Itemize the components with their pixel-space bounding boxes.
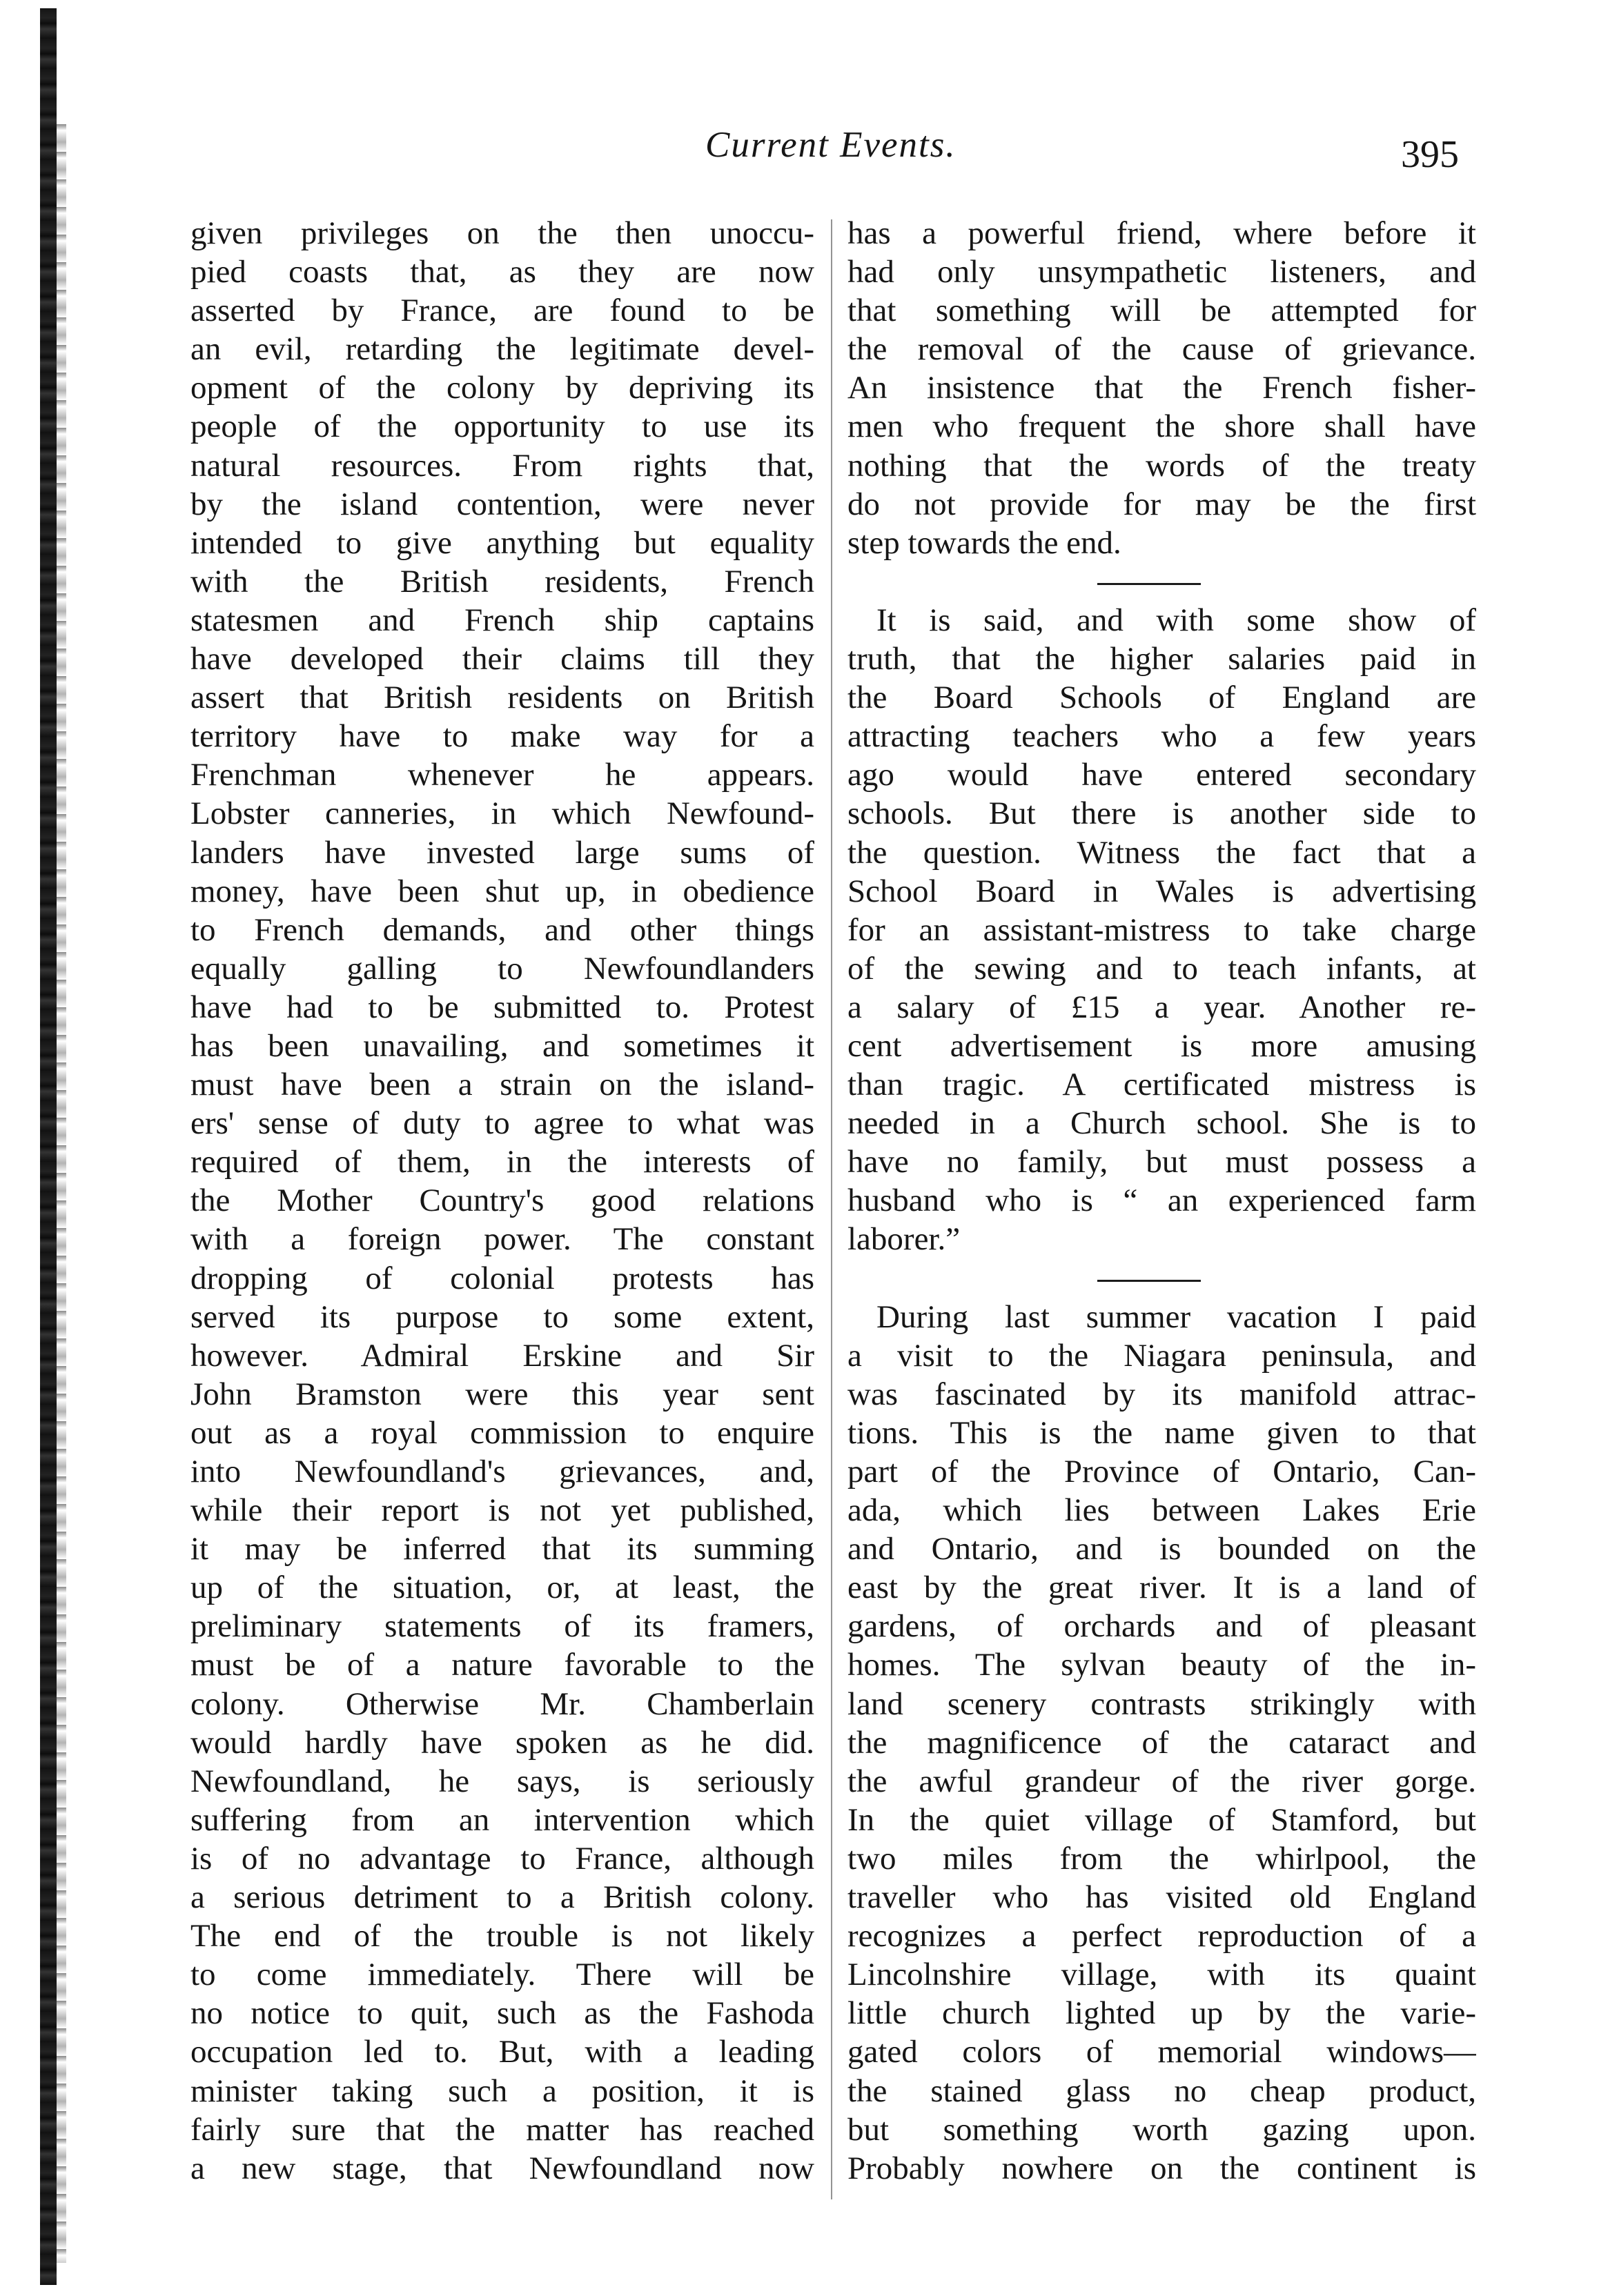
text-line: into Newfoundland's grievances, and, (190, 1454, 814, 1490)
text-line: a new stage, that Newfoundland now (190, 2150, 814, 2186)
paragraph-board-schools (847, 601, 1476, 1259)
text-line: but something worth gazing upon. (847, 2111, 1476, 2148)
text-line: fairly sure that the matter has reached (190, 2111, 814, 2148)
text-line: suffering from an intervention which (190, 1801, 814, 1838)
text-line: that something will be attempted for (847, 293, 1476, 329)
running-title: Current Events. (705, 125, 957, 165)
left-column (190, 214, 814, 2188)
text-line: laborer.” (847, 1221, 961, 1258)
text-line: Newfoundland, he says, is seriously (190, 1763, 814, 1799)
text-line: needed in a Church school. She is to (847, 1105, 1476, 1142)
gutter-shadow (57, 124, 66, 2263)
text-line: ers' sense of duty to agree to what was (190, 1105, 814, 1142)
text-line: would hardly have spoken as he did. (190, 1724, 814, 1761)
text-line: cent advertisement is more amusing (847, 1027, 1476, 1064)
text-line: territory have to make way for a (190, 718, 814, 755)
text-line: natural resources. From rights that, (190, 447, 814, 484)
text-line: must have been a strain on the island- (190, 1067, 814, 1103)
text-line: In the quiet village of Stamford, but (847, 1801, 1476, 1838)
book-spine-shadow (40, 8, 57, 2285)
text-line: a serious detriment to a British colony. (190, 1879, 814, 1916)
text-line: traveller who has visited old England (847, 1879, 1476, 1916)
text-line: It is said, and with some show of (876, 602, 1476, 638)
paragraph-niagara (847, 1298, 1476, 2188)
text-line: an evil, retarding the legitimate devel- (190, 331, 814, 368)
text-line: however. Admiral Erskine and Sir (190, 1337, 814, 1374)
text-line: attracting teachers who a few years (847, 718, 1476, 755)
text-line: recognizes a perfect reproduction of a (847, 1918, 1476, 1954)
text-line: asserted by France, are found to be (190, 293, 814, 329)
text-line: intended to give anything but equality (190, 524, 814, 561)
text-line: east by the great river. It is a land of (847, 1570, 1476, 1606)
text-line: Lincolnshire village, with its quaint (847, 1957, 1476, 1993)
text-line: must be of a nature favorable to the (190, 1647, 814, 1683)
text-line: equally galling to Newfoundlanders (190, 950, 814, 987)
text-line: a salary of £15 a year. Another re- (847, 989, 1476, 1025)
column-divider (831, 219, 832, 2199)
section-separator (847, 562, 1476, 601)
text-line: the magnificence of the cataract and (847, 1724, 1476, 1761)
text-line: is of no advantage to France, although (190, 1840, 814, 1877)
text-line: for an assistant-mistress to take charge (847, 911, 1476, 948)
text-line: landers have invested large sums of (190, 834, 814, 871)
text-line: colony. Otherwise Mr. Chamberlain (190, 1685, 814, 1722)
text-line: it may be inferred that its summing (190, 1531, 814, 1567)
text-line: gardens, of orchards and of pleasant (847, 1608, 1476, 1645)
text-line: dropping of colonial protests has (190, 1260, 814, 1296)
text-line: husband who is “ an experienced farm (847, 1182, 1476, 1219)
text-line: pied coasts that, as they are now (190, 254, 814, 290)
text-line: opment of the colony by depriving its (190, 370, 814, 406)
text-line: the Board Schools of England are (847, 680, 1476, 716)
text-line: men who frequent the shore shall have (847, 408, 1476, 445)
text-line: money, have been shut up, in obedience (190, 873, 814, 909)
text-line: has a powerful friend, where before it (847, 215, 1476, 251)
text-line: up of the situation, or, at least, the (190, 1570, 814, 1606)
right-column (847, 214, 1476, 2188)
separator-rule (1097, 1280, 1201, 1282)
text-line: has been unavailing, and sometimes it (190, 1027, 814, 1064)
text-line: have had to be submitted to. Protest (190, 989, 814, 1025)
text-line: School Board in Wales is advertising (847, 873, 1476, 909)
text-line: no notice to quit, such as the Fashoda (190, 1995, 814, 2032)
text-line: During last summer vacation I paid (876, 1298, 1476, 1335)
text-line: with the British residents, French (190, 563, 814, 600)
text-line: land scenery contrasts strikingly with (847, 1685, 1476, 1722)
text-line: people of the opportunity to use its (190, 408, 814, 445)
text-line: statesmen and French ship captains (190, 602, 814, 638)
separator-rule (1097, 583, 1201, 585)
text-line: step towards the end. (847, 524, 1121, 561)
text-line: the question. Witness the fact that a (847, 834, 1476, 871)
text-line: was fascinated by its manifold attrac- (847, 1376, 1476, 1412)
text-line: the awful grandeur of the river gorge. (847, 1763, 1476, 1799)
text-line: and Ontario, and is bounded on the (847, 1531, 1476, 1567)
text-line: two miles from the whirlpool, the (847, 1840, 1476, 1877)
text-line: Probably nowhere on the continent is (847, 2150, 1476, 2186)
text-line: An insistence that the French fisher- (847, 370, 1476, 406)
paragraph-french-shore (847, 214, 1476, 562)
text-line: given privileges on the then unoccu- (190, 215, 814, 251)
text-line: assert that British residents on British (190, 680, 814, 716)
text-line: the removal of the cause of grievance. (847, 331, 1476, 368)
text-line: the Mother Country's good relations (190, 1182, 814, 1219)
text-line: ago would have entered secondary (847, 757, 1476, 793)
text-line: Lobster canneries, in which Newfound- (190, 795, 814, 832)
text-line: had only unsympathetic listeners, and (847, 254, 1476, 290)
text-line: gated colors of memorial windows— (847, 2034, 1476, 2070)
text-line: have no family, but must possess a (847, 1144, 1476, 1180)
text-line: homes. The sylvan beauty of the in- (847, 1647, 1476, 1683)
text-line: occupation led to. But, with a leading (190, 2034, 814, 2070)
text-line: of the sewing and to teach infants, at (847, 950, 1476, 987)
text-line: than tragic. A certificated mistress is (847, 1067, 1476, 1103)
text-line: to come immediately. There will be (190, 1957, 814, 1993)
text-line: truth, that the higher salaries paid in (847, 641, 1476, 677)
text-line: to French demands, and other things (190, 911, 814, 948)
text-line: out as a royal commission to enquire (190, 1414, 814, 1451)
text-line: by the island contention, were never (190, 486, 814, 522)
text-line: schools. But there is another side to (847, 795, 1476, 832)
text-line: John Bramston were this year sent (190, 1376, 814, 1412)
text-line: nothing that the words of the treaty (847, 447, 1476, 484)
text-line: a visit to the Niagara peninsula, and (847, 1337, 1476, 1374)
text-line: little church lighted up by the varie- (847, 1995, 1476, 2032)
text-line: do not provide for may be the first (847, 486, 1476, 522)
text-line: tions. This is the name given to that (847, 1414, 1476, 1451)
page-number: 395 (1401, 133, 1459, 176)
text-line: ada, which lies between Lakes Erie (847, 1492, 1476, 1529)
text-line: the stained glass no cheap product, (847, 2072, 1476, 2109)
text-line: with a foreign power. The constant (190, 1221, 814, 1258)
text-line: minister taking such a position, it is (190, 2072, 814, 2109)
text-line: have developed their claims till they (190, 641, 814, 677)
section-separator (847, 1259, 1476, 1298)
text-line: Frenchman whenever he appears. (190, 757, 814, 793)
text-line: The end of the trouble is not likely (190, 1918, 814, 1954)
text-line: preliminary statements of its framers, (190, 1608, 814, 1645)
text-line: served its purpose to some extent, (190, 1298, 814, 1335)
text-line: part of the Province of Ontario, Can- (847, 1454, 1476, 1490)
text-line: required of them, in the interests of (190, 1144, 814, 1180)
text-line: while their report is not yet published, (190, 1492, 814, 1529)
